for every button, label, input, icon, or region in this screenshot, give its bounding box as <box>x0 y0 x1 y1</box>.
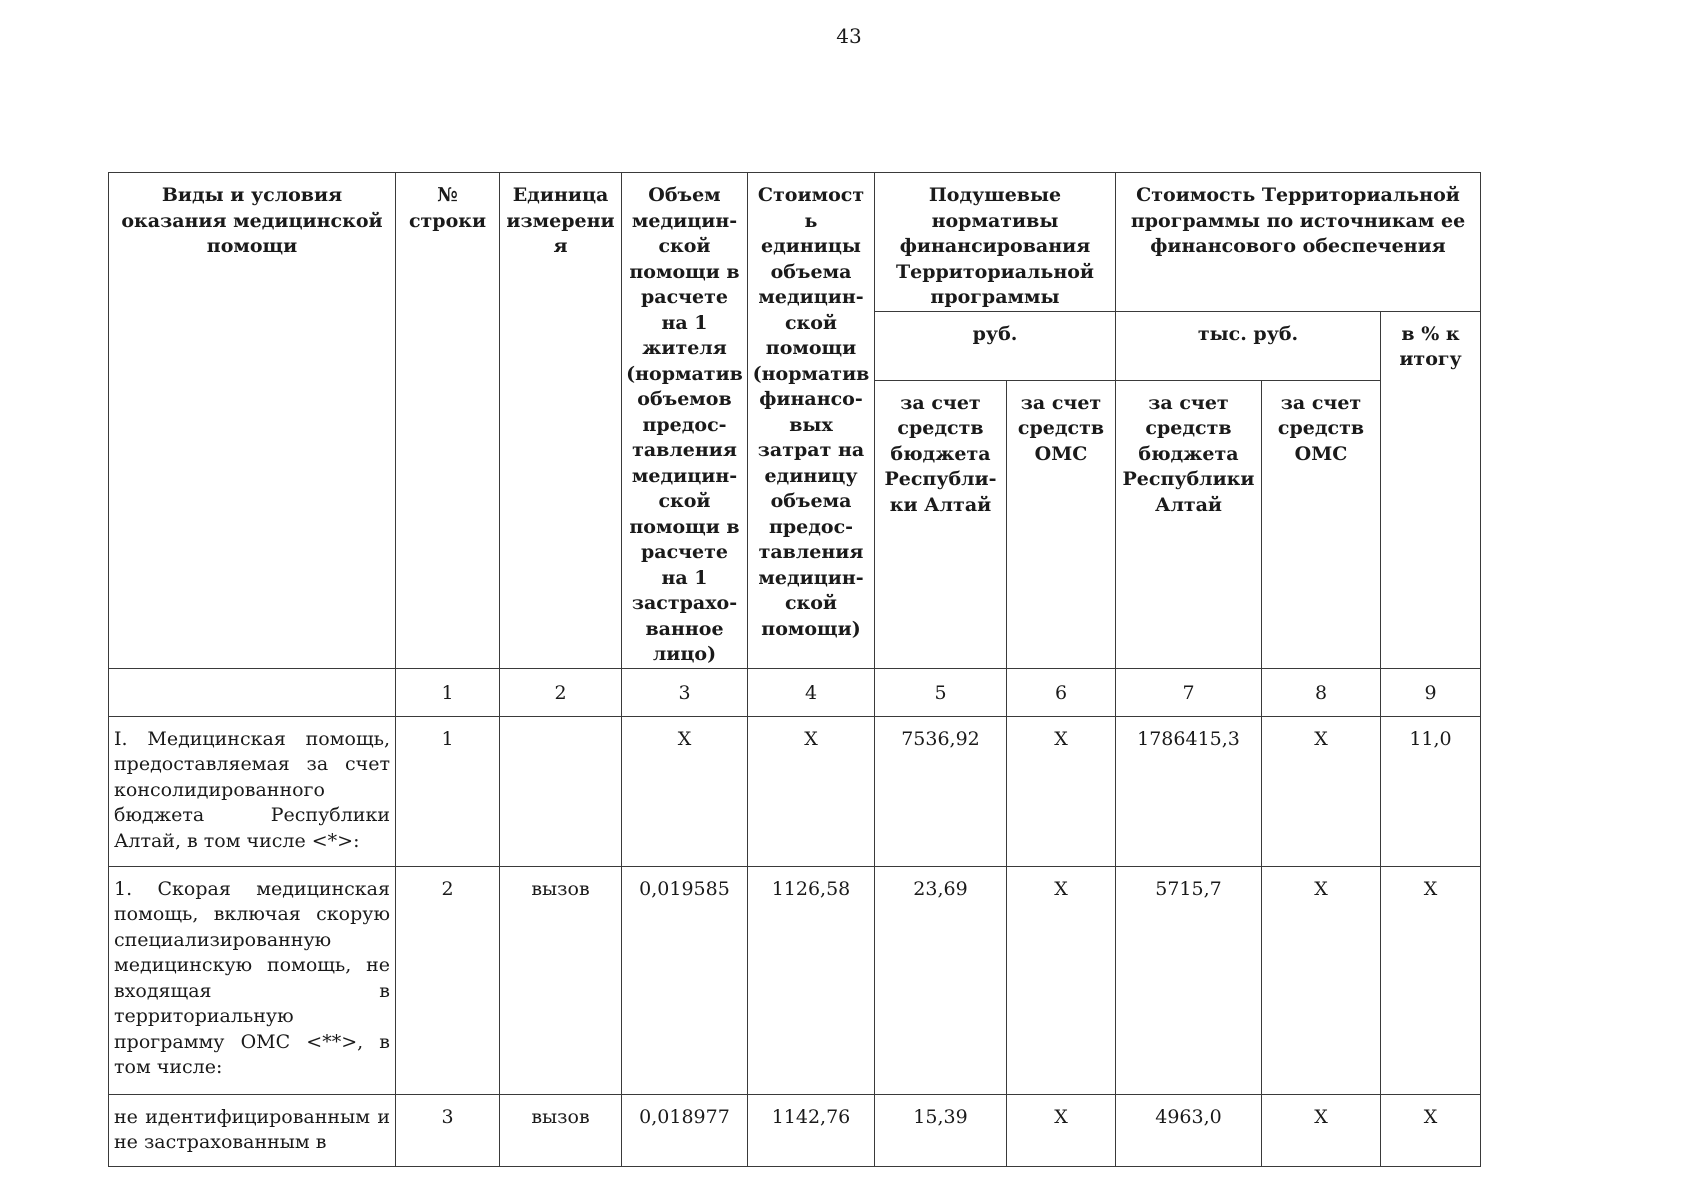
header-budget-thousand: за счет средств бюджета Республики Алтай <box>1116 380 1262 668</box>
column-number-cell: 8 <box>1262 668 1381 716</box>
column-number-cell: 4 <box>748 668 875 716</box>
row-oms-rub: X <box>1007 866 1116 1094</box>
row-oms-rub: X <box>1007 716 1116 866</box>
row-percent: X <box>1381 1094 1481 1166</box>
column-number-cell: 5 <box>875 668 1007 716</box>
row-description: не идентифицированным и не застрахованным в <box>109 1094 396 1166</box>
row-unit-cost: 1126,58 <box>748 866 875 1094</box>
table-row <box>109 866 1481 1094</box>
row-budget-thousand: 1786415,3 <box>1116 716 1262 866</box>
row-percent: X <box>1381 866 1481 1094</box>
row-unit-cost: X <box>748 716 875 866</box>
header-unit: Единица измерения <box>500 173 622 669</box>
header-volume: Объем медицин-ской помощи в расчете на 1 жителя (норматив объемов предос-тавления медицин-ской помощи в расчете на 1 застрахо-ванное лицо) <box>622 173 748 669</box>
row-percent: 11,0 <box>1381 716 1481 866</box>
row-unit-cost: 1142,76 <box>748 1094 875 1166</box>
row-oms-thousand: X <box>1262 866 1381 1094</box>
row-volume: 0,018977 <box>622 1094 748 1166</box>
row-description: 1. Скорая медицинская помощь, включая скорую специализированную медицинскую помощь, не входящая в территориальную программу ОМС <**>, в том числе: <box>109 866 396 1094</box>
header-row-number: № строки <box>396 173 500 669</box>
header-unit-cost: Стоимость единицы объема медицин-ской помощи (норматив финансо-вых затрат на единицу объема предос-тавления медицин-ской помощи) <box>748 173 875 669</box>
table-row <box>109 1094 1481 1166</box>
row-budget-rub: 7536,92 <box>875 716 1007 866</box>
row-unit: вызов <box>500 1094 622 1166</box>
row-budget-rub: 15,39 <box>875 1094 1007 1166</box>
row-volume: 0,019585 <box>622 866 748 1094</box>
row-number: 3 <box>396 1094 500 1166</box>
row-volume: X <box>622 716 748 866</box>
column-number-cell: 1 <box>396 668 500 716</box>
financing-table <box>108 172 1481 1167</box>
header-unit-rub: руб. <box>875 311 1116 380</box>
row-oms-thousand: X <box>1262 1094 1381 1166</box>
header-per-capita-group: Подушевые нормативы финансирования Территориальной программы <box>875 173 1116 312</box>
page-number: 43 <box>836 24 862 48</box>
row-number: 2 <box>396 866 500 1094</box>
column-number-cell <box>109 668 396 716</box>
row-description: I. Медицинская помощь, предоставляемая за счет консолидированного бюджета Республики Алтай, в том числе <*>: <box>109 716 396 866</box>
header-oms-rub: за счет средств ОМС <box>1007 380 1116 668</box>
header-program-cost-group: Стоимость Территориальной программы по источникам ее финансового обеспечения <box>1116 173 1481 312</box>
row-budget-rub: 23,69 <box>875 866 1007 1094</box>
row-unit: вызов <box>500 866 622 1094</box>
header-types-conditions: Виды и условия оказания медицинской помощи <box>109 173 396 669</box>
row-oms-thousand: X <box>1262 716 1381 866</box>
row-oms-rub: X <box>1007 1094 1116 1166</box>
column-number-cell: 7 <box>1116 668 1262 716</box>
header-unit-thousand-rub: тыс. руб. <box>1116 311 1381 380</box>
column-number-cell: 6 <box>1007 668 1116 716</box>
column-number-cell: 2 <box>500 668 622 716</box>
table-row <box>109 716 1481 866</box>
header-budget-rub: за счет средств бюджета Республи-ки Алтай <box>875 380 1007 668</box>
column-number-row <box>109 668 1481 716</box>
column-number-cell: 9 <box>1381 668 1481 716</box>
row-number: 1 <box>396 716 500 866</box>
header-percent-of-total: в % к итогу <box>1381 311 1481 668</box>
header-oms-thousand: за счет средств ОМС <box>1262 380 1381 668</box>
row-budget-thousand: 4963,0 <box>1116 1094 1262 1166</box>
row-budget-thousand: 5715,7 <box>1116 866 1262 1094</box>
column-number-cell: 3 <box>622 668 748 716</box>
row-unit <box>500 716 622 866</box>
